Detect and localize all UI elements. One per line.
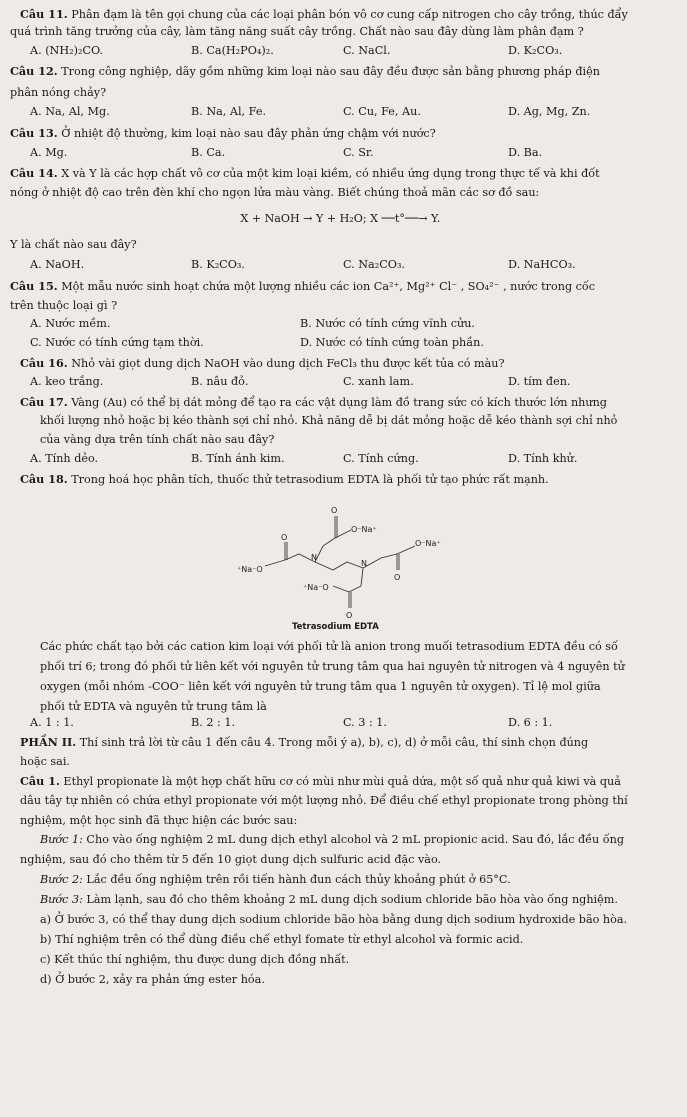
q18-option-b[interactable]: B. 2 : 1. xyxy=(191,716,236,729)
p2q1-line1 xyxy=(20,774,621,790)
edta-structure xyxy=(225,502,465,620)
q13-text1: Ở nhiệt độ thường, kim loại nào sau đây phản ứng chậm với nước? xyxy=(57,127,436,140)
q18-para4: phối tử EDTA và nguyên tử trung tâm là xyxy=(40,700,267,713)
bond-bridge xyxy=(315,562,363,570)
q16-option-c[interactable]: C. xanh lam. xyxy=(343,375,414,388)
q11-option-b[interactable]: B. Ca(H₂PO₄)₂. xyxy=(191,44,274,57)
q18-option-d[interactable]: D. 6 : 1. xyxy=(508,716,553,729)
q15-line1 xyxy=(10,279,595,295)
step2-label: Bước 2: xyxy=(40,873,83,886)
q17-option-b[interactable]: B. Tính ánh kim. xyxy=(191,452,285,465)
q14-equation: X + NaOH → Y + H₂O; X ──t°──→ Y. xyxy=(240,212,441,225)
bond-bottom-arm xyxy=(349,568,363,592)
q18-title: Câu 18. xyxy=(20,472,68,486)
q16-text1: Nhỏ vài giọt dung dịch NaOH vào dung dịch FeCl₃ thu được kết tủa có màu? xyxy=(67,357,505,370)
q18-para3: oxygen (mỗi nhóm -COO⁻ liên kết với nguyên tử trung tâm qua 1 nguyên tử oxygen). Tỉ lệ mol giữa xyxy=(40,680,601,693)
q11-option-c[interactable]: C. NaCl. xyxy=(343,44,391,57)
q11-line1 xyxy=(20,7,628,23)
part2-line2: hoặc sai. xyxy=(20,755,70,768)
q14-option-c[interactable]: C. Na₂CO₃. xyxy=(343,258,405,271)
q15-text1: Một mẫu nước sinh hoạt chứa một lượng nhiều các ion Ca²⁺, Mg²⁺ Cl⁻ , SO₄²⁻ , nước trong cốc xyxy=(57,280,596,293)
p2q1-line3: nghiệm, một học sinh đã thực hiện các bước sau: xyxy=(20,814,298,827)
q16-line1 xyxy=(20,356,505,372)
atom-n-left: N xyxy=(311,553,317,562)
p2q1-step1 xyxy=(40,833,624,848)
q18-option-c[interactable]: C. 3 : 1. xyxy=(343,716,387,729)
atom-ona-bottom: ⁺Na⁻O xyxy=(303,583,329,592)
part2-text1: Thí sinh trả lời từ câu 1 đến câu 4. Trong mỗi ý a), b), c), d) ở mỗi câu, thí sinh chọn đúng xyxy=(76,736,589,749)
q12-line2: phân nóng chảy? xyxy=(10,86,107,99)
bond-right-arm xyxy=(363,554,397,568)
q11-line2: quá trình tăng trưởng của cây, làm tăng năng suất cây trồng. Chất nào sau đây dùng làm phân đạm ? xyxy=(10,25,584,38)
q14-option-d[interactable]: D. NaHCO₃. xyxy=(508,258,576,271)
atom-n-right: N xyxy=(361,559,367,568)
q17-title: Câu 17. xyxy=(20,395,68,409)
q17-line1 xyxy=(20,395,607,411)
q15-option-a[interactable]: A. Nước mềm. xyxy=(30,317,111,330)
q17-line3: của vàng dựa trên tính chất nào sau đây? xyxy=(40,433,275,446)
q14-text1: X và Y là các hợp chất vô cơ của một kim loại kiềm, có nhiều ứng dụng trong thực tế và khi đốt xyxy=(57,167,600,180)
q16-option-b[interactable]: B. nâu đỏ. xyxy=(191,375,249,388)
part2-title: PHẦN II. xyxy=(20,735,77,749)
p2q1-step2 xyxy=(40,873,511,888)
part2-line1 xyxy=(20,735,588,751)
q15-option-d[interactable]: D. Nước có tính cứng toàn phần. xyxy=(300,336,484,349)
p2q1-text1: Ethyl propionate là một hợp chất hữu cơ có mùi như mùi quả dứa, một số quả như quả kiwi và quả xyxy=(59,775,621,788)
step2-text: Lắc đều ống nghiệm trên rồi tiến hành đun cách thủy khoảng phút ở 65°C. xyxy=(82,873,511,886)
q17-option-c[interactable]: C. Tính cứng. xyxy=(343,452,419,465)
p2q1-step3 xyxy=(40,893,618,908)
p2q1-step1b: nghiệm, sau đó cho thêm từ 5 đến 10 giọt dung dịch sulfuric acid đặc vào. xyxy=(20,853,442,866)
atom-o-left: O xyxy=(281,533,288,542)
q17-line2: khối lượng nhỏ hoặc bị kéo thành sợi chỉ nhỏ. Khả năng dễ bị dát mỏng hoặc dễ kéo thành sợi chỉ nhỏ xyxy=(40,414,618,427)
q15-title: Câu 15. xyxy=(10,279,58,293)
p2q1-statement-b[interactable]: b) Thí nghiệm trên có thể dùng điều chế ethyl fomate từ ethyl alcohol và formic acid. xyxy=(40,933,524,946)
q11-title: Câu 11. xyxy=(20,7,68,21)
atom-o-upper: O xyxy=(331,506,338,515)
p2q1-statement-a[interactable]: a) Ở bước 3, có thể thay dung dịch sodium chloride bão hòa bằng dung dịch sodium hydroxide bão hòa. xyxy=(40,913,628,926)
q15-line2: trên thuộc loại gì ? xyxy=(10,299,118,312)
q16-option-a[interactable]: A. keo trắng. xyxy=(30,375,104,388)
q18-option-a[interactable]: A. 1 : 1. xyxy=(30,716,74,729)
q12-option-d[interactable]: D. Ag, Mg, Zn. xyxy=(508,105,591,118)
q13-option-c[interactable]: C. Sr. xyxy=(343,146,374,159)
bond-bottom-co-o xyxy=(333,586,349,592)
q14-option-b[interactable]: B. K₂CO₃. xyxy=(191,258,245,271)
step1-text: Cho vào ống nghiệm 2 mL dung dịch ethyl alcohol và 2 mL propionic acid. Sau đó, lắc đều ống xyxy=(82,833,625,846)
q16-option-d[interactable]: D. tím đen. xyxy=(508,375,571,388)
q17-text1: Vàng (Au) có thể bị dát mỏng để tạo ra các vật dụng làm đồ trang sức có kích thước lớn nhưng xyxy=(67,396,607,409)
q18-line1 xyxy=(20,472,549,488)
q12-option-a[interactable]: A. Na, Al, Mg. xyxy=(30,105,110,118)
q11-text1: Phân đạm là tên gọi chung của các loại phân bón vô cơ cung cấp nitrogen cho cây trồng, thúc đẩy xyxy=(67,8,628,21)
q11-option-a[interactable]: A. (NH₂)₂CO. xyxy=(30,44,104,57)
atom-ona-right: O⁻Na⁺ xyxy=(415,539,441,548)
q15-option-b[interactable]: B. Nước có tính cứng vĩnh cửu. xyxy=(300,317,475,330)
step3-label: Bước 3: xyxy=(40,893,83,906)
edta-caption: Tetrasodium EDTA xyxy=(292,622,379,632)
q17-option-d[interactable]: D. Tính khử. xyxy=(508,452,578,465)
q12-text1: Trong công nghiệp, dãy gồm những kim loại nào sau đây đều được sản bằng phương pháp điện xyxy=(57,65,600,78)
q14-option-a[interactable]: A. NaOH. xyxy=(30,258,85,271)
q17-option-a[interactable]: A. Tính dẻo. xyxy=(30,452,99,465)
q11-option-d[interactable]: D. K₂CO₃. xyxy=(508,44,563,57)
q13-option-b[interactable]: B. Ca. xyxy=(191,146,226,159)
q13-title: Câu 13. xyxy=(10,126,58,140)
atom-o-right: O xyxy=(394,573,401,582)
q13-option-d[interactable]: D. Ba. xyxy=(508,146,543,159)
q13-option-a[interactable]: A. Mg. xyxy=(30,146,68,159)
q18-para2: phối trí 6; trong đó phối tử liên kết với nguyên tử trung tâm qua hai nguyên tử nitrogen và 4 nguyên tử xyxy=(40,660,625,673)
bond-upper-left xyxy=(315,538,335,562)
q14-line2: nóng ở nhiệt độ cao trên đèn khí cho ngọn lửa màu vàng. Biết chúng thoả mãn các sơ đồ sau: xyxy=(10,186,540,199)
p2q1-line2: dâu tây tự nhiên có chứa ethyl propionate với một lượng nhỏ. Để điều chế ethyl propionate trong phòng thí xyxy=(20,794,628,807)
step1-label: Bước 1: xyxy=(40,833,83,846)
atom-ona-left: ⁺Na⁻O xyxy=(237,565,263,574)
q16-title: Câu 16. xyxy=(20,356,68,370)
bond-right-co-o xyxy=(397,546,415,554)
p2q1-title: Câu 1. xyxy=(20,774,60,788)
atom-ona-upper: O⁻Na⁺ xyxy=(351,525,377,534)
step3-text: Làm lạnh, sau đó cho thêm khoảng 2 mL dung dịch sodium chloride bão hòa vào ống nghiệm. xyxy=(82,893,618,906)
q18-text1: Trong hoá học phân tích, thuốc thử tetrasodium EDTA là phối tử tạo phức rất mạnh. xyxy=(67,473,549,486)
q18-para1: Các phức chất tạo bởi các cation kim loại với phối tử là anion trong muối tetrasodium EDTA đều có số xyxy=(40,640,618,653)
q14-line1 xyxy=(10,166,600,182)
q12-option-c[interactable]: C. Cu, Fe, Au. xyxy=(343,105,421,118)
q12-option-b[interactable]: B. Na, Al, Fe. xyxy=(191,105,267,118)
q12-line1 xyxy=(10,64,600,80)
p2q1-statement-d[interactable]: d) Ở bước 2, xảy ra phản ứng ester hóa. xyxy=(40,973,265,986)
atom-o-bottom: O xyxy=(346,611,353,620)
p2q1-statement-c[interactable]: c) Kết thúc thí nghiệm, thu được dung dịch đồng nhất. xyxy=(40,953,350,966)
q12-title: Câu 12. xyxy=(10,64,58,78)
q14-title: Câu 14. xyxy=(10,166,58,180)
q14-line3: Y là chất nào sau đây? xyxy=(10,238,137,251)
q15-option-c[interactable]: C. Nước có tính cứng tạm thời. xyxy=(30,336,204,349)
q13-line1 xyxy=(10,126,436,142)
bond-left-co-o xyxy=(265,560,285,566)
